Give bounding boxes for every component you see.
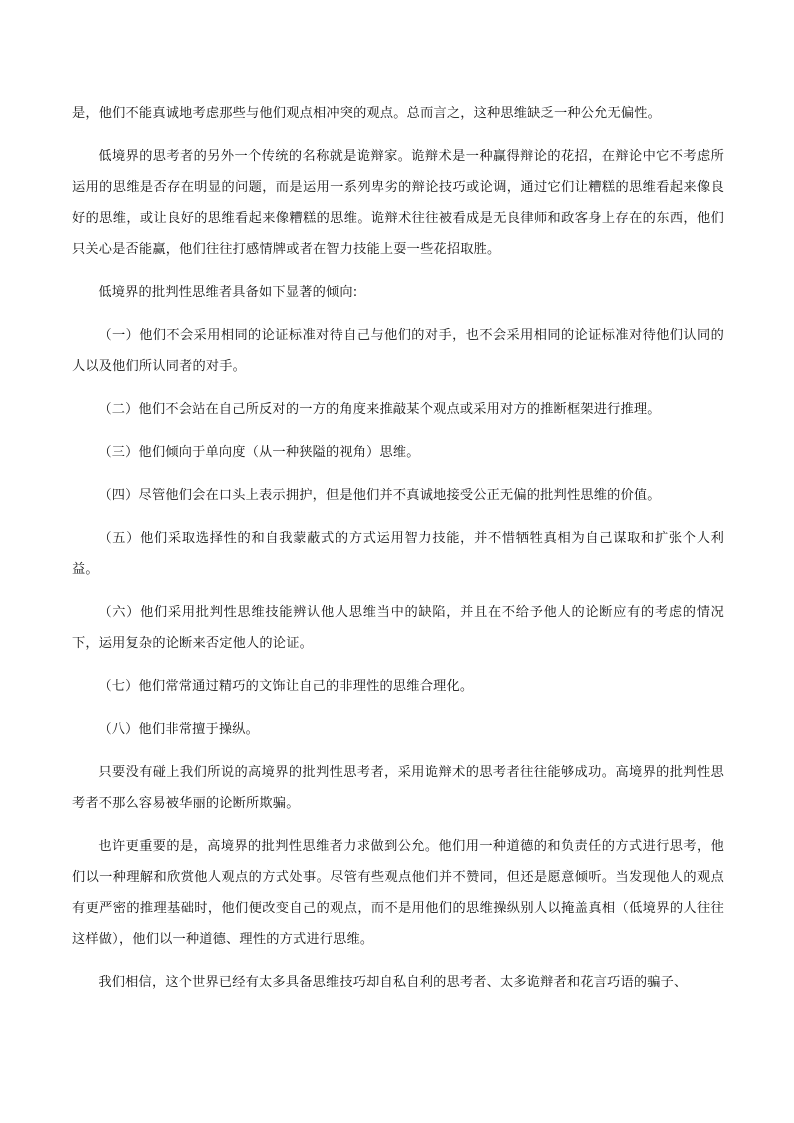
list-item-2: （二）他们不会站在自己所反对的一方的角度来推敲某个观点或采用对方的推断框架进行推理。 [98, 402, 661, 417]
list-item-4: （四）尽管他们会在口头上表示拥护，但是他们并不真诚地接受公正无偏的批判性思维的价值。 [98, 488, 661, 503]
list-item-5: （五）他们采取选择性的和自我蒙蔽式的方式运用智力技能，并不惜牺牲真相为自己谋取和扩张个人利益。 [72, 531, 724, 577]
paragraph-conclusion-start: 我们相信，这个世界已经有太多具备思维技巧却自私自利的思考者、太多诡辩者和花言巧语的骗子、 [98, 975, 688, 990]
paragraph-tendencies-intro: 低境界的批判性思维者具备如下显著的倾向: [98, 285, 358, 300]
list-item-1: （一）他们不会采用相同的论证标准对待自己与他们的对手，也不会采用相同的论证标准对待他们认同的人以及他们所认同者的对手。 [72, 328, 724, 374]
paragraph-continuation: 是，他们不能真诚地考虑那些与他们观点相冲突的观点。总而言之，这种思维缺乏一种公允无偏性。 [72, 106, 662, 121]
list-item-3: （三）他们倾向于单向度（从一种狭隘的视角）思维。 [98, 445, 420, 460]
paragraph-sophistry: 低境界的思考者的另外一个传统的名称就是诡辩家。诡辩术是一种赢得辩论的花招，在辩论中它不考虑所运用的思维是否存在明显的问题，而是运用一系列卑劣的辩论技巧或论调，通过它们让糟糕的思维看起来像良好的思维，或让良好的思维看起来像糟糕的思维。诡辩术往往被看成是无良律师和政客身上存在的东西，他们只关心是否能赢，他们往往打感情牌或者在智力技能上耍一些花招取胜。 [72, 149, 724, 257]
paragraph-high-level-thinkers: 只要没有碰上我们所说的高境界的批判性思考者，采用诡辩术的思考者往往能够成功。高境界的批判性思考者不那么容易被华丽的论断所欺骗。 [72, 765, 724, 811]
list-item-7: （七）他们常常通过精巧的文饰让自己的非理性的思维合理化。 [98, 679, 474, 694]
list-item-6: （六）他们采用批判性思维技能辨认他人思维当中的缺陷，并且在不给予他人的论断应有的考虑的情况下，运用复杂的论断来否定他人的论证。 [72, 605, 724, 651]
list-item-8: （八）他们非常擅于操纵。 [98, 722, 260, 737]
document-body [72, 98, 724, 998]
paragraph-fairness: 也许更重要的是，高境界的批判性思维者力求做到公允。他们用一种道德的和负责任的方式进行思考，他们以一种理解和欣赏他人观点的方式处事。尽管有些观点他们并不赞同，但还是愿意倾听。当发现他人的观点有更严密的推理基础时，他们便改变自己的观点，而不是用他们的思维操纵别人以掩盖真相（低境界的人往往这样做），他们以一种道德、理性的方式进行思维。 [72, 839, 724, 947]
